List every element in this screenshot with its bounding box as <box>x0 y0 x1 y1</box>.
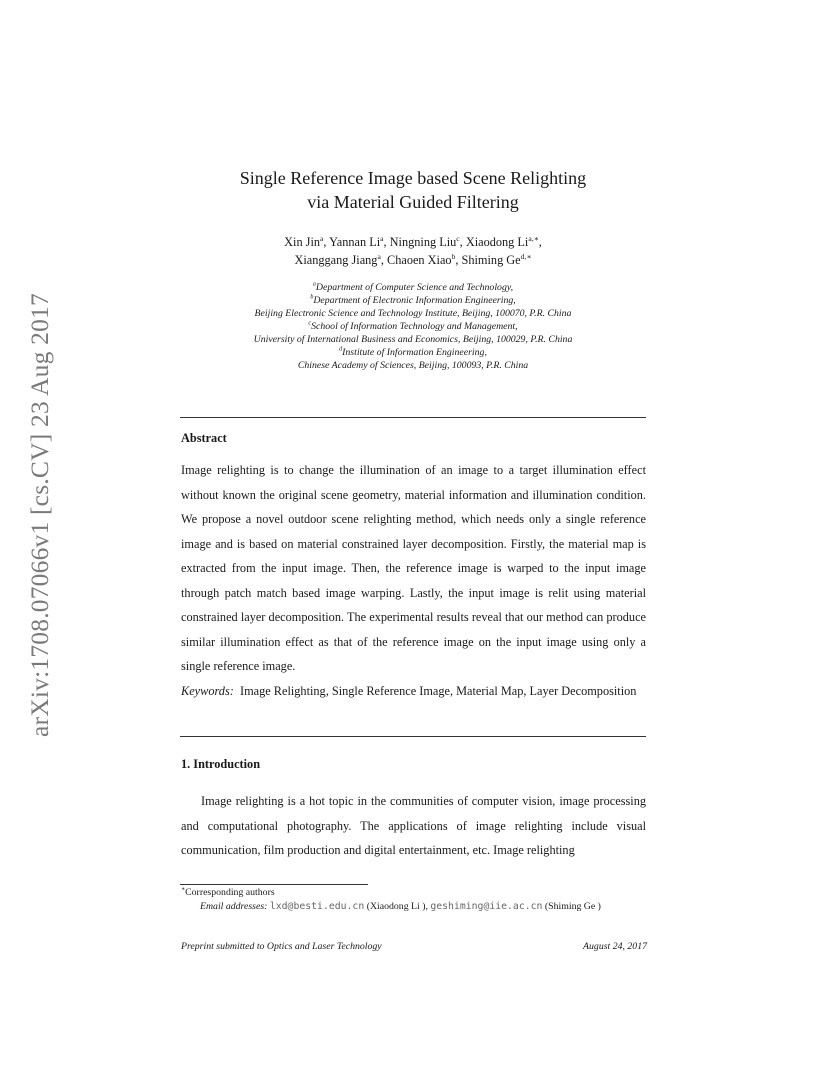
email-label: Email addresses: <box>200 901 268 912</box>
preprint-journal: Preprint submitted to Optics and Laser Technology <box>181 941 382 952</box>
authors-row-2 <box>180 251 646 269</box>
affiliation-text: Department of Computer Science and Technology, <box>315 282 514 293</box>
abstract-heading: Abstract <box>181 431 227 445</box>
paper-title <box>180 166 646 214</box>
author-affil-sup: a,∗ <box>528 233 539 243</box>
author-affil-sup: d,∗ <box>520 251 532 261</box>
affiliation-line <box>180 346 646 359</box>
affiliation-text: Institute of Information Engineering, <box>342 347 487 358</box>
email-owner-2: (Shiming Ge ) <box>544 901 601 912</box>
preprint-footer <box>181 941 647 952</box>
affiliation-sup: a <box>312 281 316 288</box>
preprint-date: August 24, 2017 <box>583 941 647 952</box>
keywords-label: Keywords: <box>181 683 234 698</box>
footnote-rule <box>180 884 368 885</box>
affiliation-text: University of International Business and Economics, Beijing, 100029, P.R. China <box>253 334 573 345</box>
affiliation-line <box>180 333 646 346</box>
affiliation-line <box>180 320 646 333</box>
keywords-text: Image Relighting, Single Reference Image, Material Map, Layer Decomposition <box>239 683 637 698</box>
arxiv-identifier-text: arXiv:1708.07066v1 [cs.CV] 23 Aug 2017 <box>25 293 54 737</box>
author-name: Xianggang Jiang <box>294 253 378 267</box>
footnote-corresponding <box>181 886 651 900</box>
author-name: Chaoen Xiao <box>387 253 452 267</box>
author-list <box>180 233 646 269</box>
author-separator: , <box>380 253 388 267</box>
author-affil-sup: a <box>377 251 381 261</box>
author-separator: , <box>459 235 466 249</box>
introduction-heading: 1. Introduction <box>181 757 261 771</box>
affiliation-sup: b <box>310 294 314 301</box>
author-affil-sup: c <box>456 233 460 243</box>
abstract-bottom-rule <box>180 736 646 737</box>
author-name: Xin Jin <box>284 235 321 249</box>
author-separator: , <box>323 235 330 249</box>
affiliation-line <box>180 307 646 320</box>
title-line-1: Single Reference Image based Scene Relighting <box>239 168 587 188</box>
author-name: Ningning Liu <box>389 235 457 249</box>
author-separator: , <box>538 235 542 249</box>
affiliation-line <box>180 294 646 307</box>
email-link-2[interactable]: geshiming@iie.ac.cn <box>430 901 543 912</box>
email-owner-1: (Xiaodong Li ), <box>366 901 428 912</box>
affiliation-text: Beijing Electronic Science and Technology Institute, Beijing, 100070, P.R. China <box>254 308 572 319</box>
author-separator: , <box>383 235 390 249</box>
keywords <box>181 679 646 704</box>
abstract-top-rule <box>180 417 646 418</box>
affiliation-text: Chinese Academy of Sciences, Beijing, 100093, P.R. China <box>297 360 529 371</box>
email-link-1[interactable]: lxd@besti.edu.cn <box>269 901 365 912</box>
author-separator: , <box>455 253 462 267</box>
introduction-body <box>181 789 646 863</box>
affiliation-text: School of Information Technology and Management, <box>311 321 518 332</box>
footnote-emails <box>181 900 651 914</box>
affiliation-sup: c <box>308 320 312 327</box>
affiliation-line <box>180 359 646 372</box>
author-name: Yannan Li <box>329 235 381 249</box>
author-affil-sup: a <box>380 233 384 243</box>
authors-row-1 <box>180 233 646 251</box>
affiliation-line <box>180 281 646 294</box>
title-line-2: via Material Guided Filtering <box>307 192 519 212</box>
abstract-body <box>181 458 646 703</box>
affiliation-text: Department of Electronic Information Engineering, <box>313 295 516 306</box>
footnote <box>181 886 651 914</box>
author-name: Shiming Ge <box>461 253 521 267</box>
introduction-text: Image relighting is a hot topic in the communities of computer vision, image processing and computational photography. The applications of image relighting include visual communication, film production and digital entertainment, etc. Image relighting <box>181 794 646 857</box>
affiliation-sup: d <box>339 346 343 353</box>
author-affil-sup: a <box>320 233 324 243</box>
abstract-text: Image relighting is to change the illumination of an image to a target illumination effect without known the original scene geometry, material information and illumination condition. We propose a novel outdoor scene relighting method, which needs only a single reference image and is based on material constrained layer decomposition. Firstly, the material map is extracted from the input image. Then, the reference image is warped to the input image through patch match based image warping. Lastly, the input image is relit using material constrained layer decomposition. The experimental results reveal that our method can produce similar illumination effect as that of the reference image on the input image using only a single reference image. <box>181 463 646 673</box>
footnote-corresponding-text: Corresponding authors <box>185 887 275 898</box>
arxiv-identifier <box>20 270 60 760</box>
footnote-marker: ∗ <box>181 886 186 893</box>
author-affil-sup: b <box>451 251 456 261</box>
author-name: Xiaodong Li <box>465 235 529 249</box>
affiliations <box>180 281 646 372</box>
